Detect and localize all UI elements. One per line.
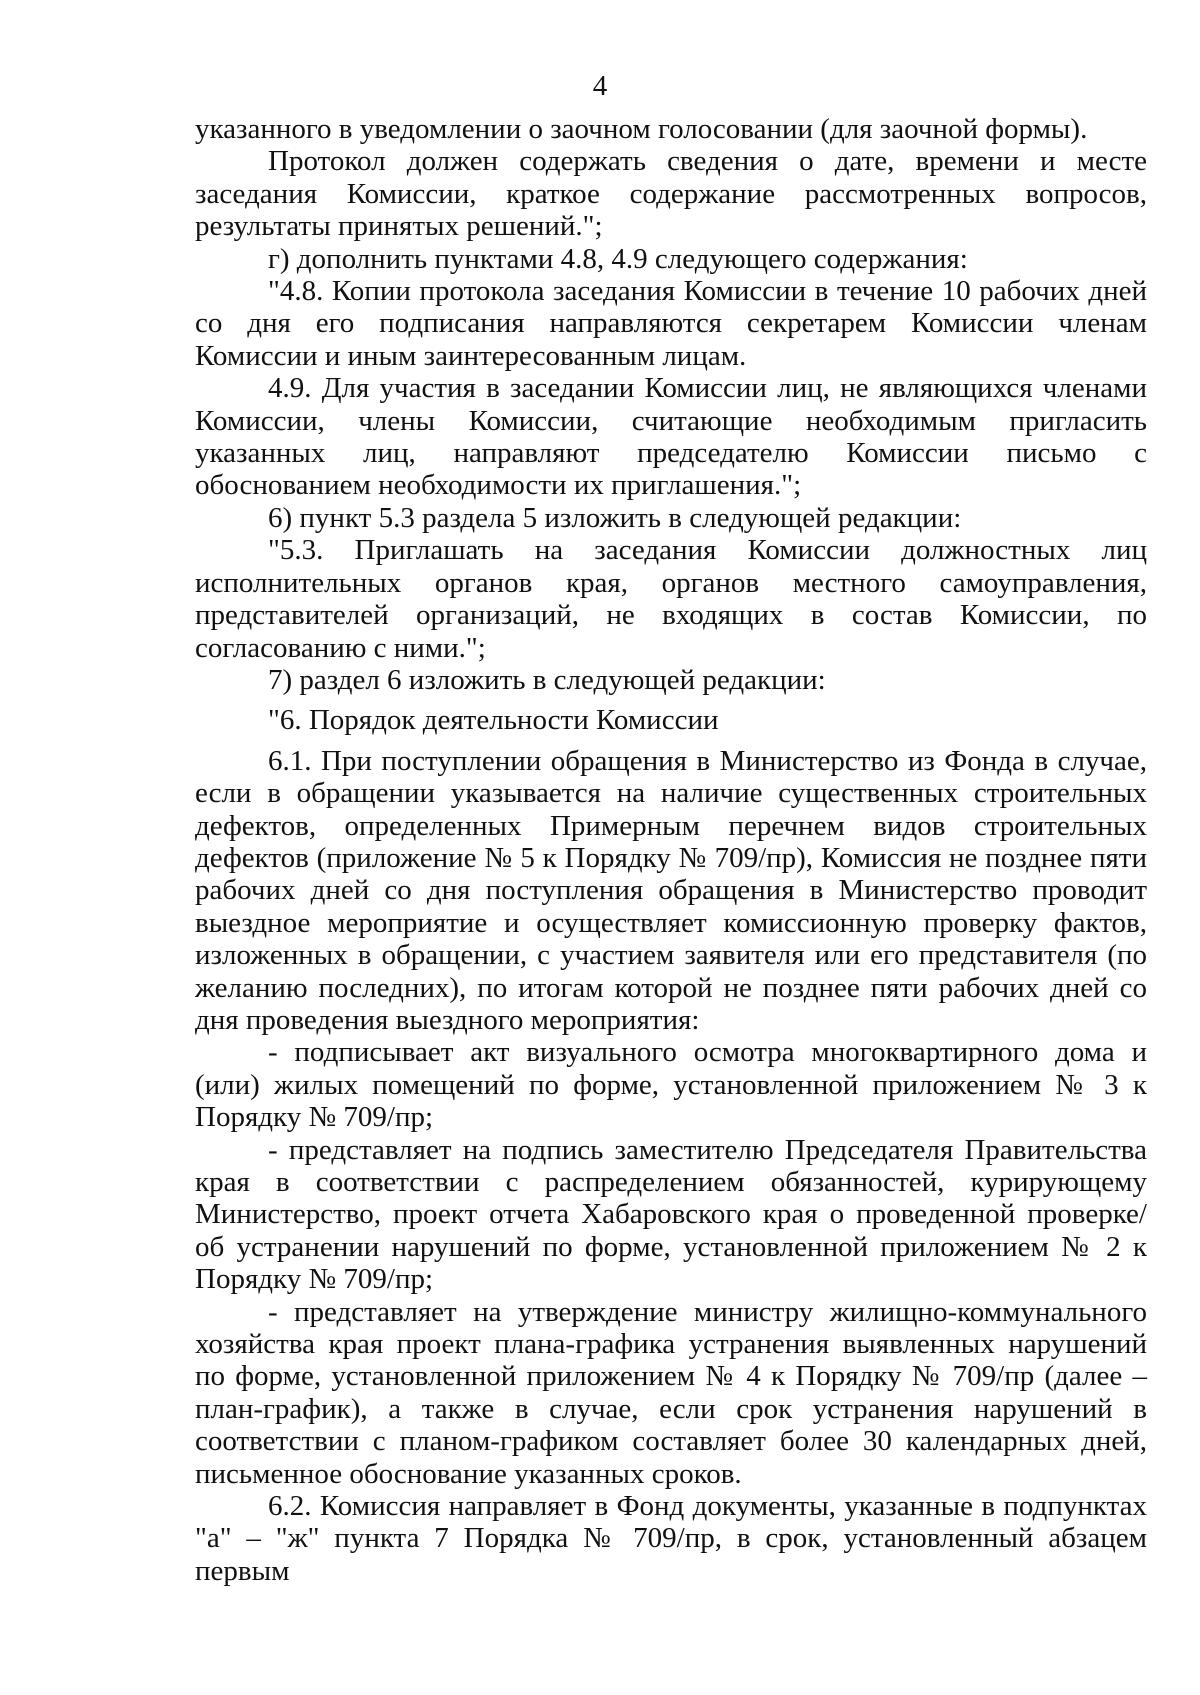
paragraph-protocol-content: Протокол должен содержать сведения о дате, времени и месте заседания Комиссии, краткое содержание рассмотренных вопросов, результаты принятых решений."; xyxy=(195,145,1147,243)
document-body xyxy=(195,113,1147,1587)
paragraph-item-6-1: 6.1. При поступлении обращения в Министерство из Фонда в случае, если в обращении указывается на наличие существенных строительных дефектов, определенных Примерным перечнем видов строительных дефектов (приложение № 5 к Порядку № 709/пр), Комиссия не позднее пяти рабочих дней со дня поступления обращения в Министерство проводит выездное мероприятие и осуществляет комиссионную проверку фактов, изложенных в обращении, с участием заявителя или его представителя (по желанию последних), по итогам которой не позднее пяти рабочих дней со дня проведения выездного мероприятия: xyxy=(195,744,1147,1036)
paragraph-amendment-6: 6) пункт 5.3 раздела 5 изложить в следующей редакции: xyxy=(268,501,962,534)
paragraph-item-5-3: "5.3. Приглашать на заседания Комиссии должностных лиц исполнительных органов края, органов местного самоуправления, представителей организаций, не входящих в состав Комиссии, по согласованию с ними."; xyxy=(195,534,1147,664)
paragraph-bullet-act: - подписывает акт визуального осмотра многоквартирного дома и (или) жилых помещений по форме, установленной приложением № 3 к Порядку № 709/пр; xyxy=(195,1036,1147,1134)
paragraph-item-4-9: 4.9. Для участия в заседании Комиссии лиц, не являющихся членами Комиссии, члены Комиссии, считающие необходимым пригласить указанных лиц, направляют председателю Комиссии письмо с обоснованием необходимости их приглашения."; xyxy=(195,372,1147,502)
paragraph-continuation: указанного в уведомлении о заочном голосовании (для заочной формы). xyxy=(195,113,1088,145)
paragraph-amendment-g: г) дополнить пунктами 4.8, 4.9 следующего содержания: xyxy=(268,242,968,275)
paragraph-item-4-8: "4.8. Копии протокола заседания Комиссии в течение 10 рабочих дней со дня его подписания направляются секретарем Комиссии членам Комиссии и иным заинтересованным лицам. xyxy=(195,275,1147,372)
paragraph-bullet-plan: - представляет на утверждение министру жилищно-коммунального хозяйства края проект плана-графика устранения выявленных нарушений по форме, установленной приложением № 4 к Порядку № 709/пр (далее – план-график), а также в случае, если срок устранения нарушений в соответствии с планом-графиком составляет более 30 календарных дней, письменное обоснование указанных сроков. xyxy=(195,1295,1147,1490)
paragraph-bullet-report: - представляет на подпись заместителю Председателя Правительства края в соответствии с распределением обязанностей, курирующему Министерство, проект отчета Хабаровского края о проведенной проверке/ об устранении нарушений по форме, установленной приложением № 2 к Порядку № 709/пр; xyxy=(195,1133,1147,1296)
paragraph-amendment-7: 7) раздел 6 изложить в следующей редакции: xyxy=(268,663,826,696)
section-heading-6: "6. Порядок деятельности Комиссии xyxy=(268,704,719,737)
paragraph-item-6-2: 6.2. Комиссия направляет в Фонд документы, указанные в подпунктах "а" – "ж" пункта 7 Порядка № 709/пр, в срок, установленный абзацем первым xyxy=(195,1490,1147,1587)
page-number: 4 xyxy=(592,70,608,102)
